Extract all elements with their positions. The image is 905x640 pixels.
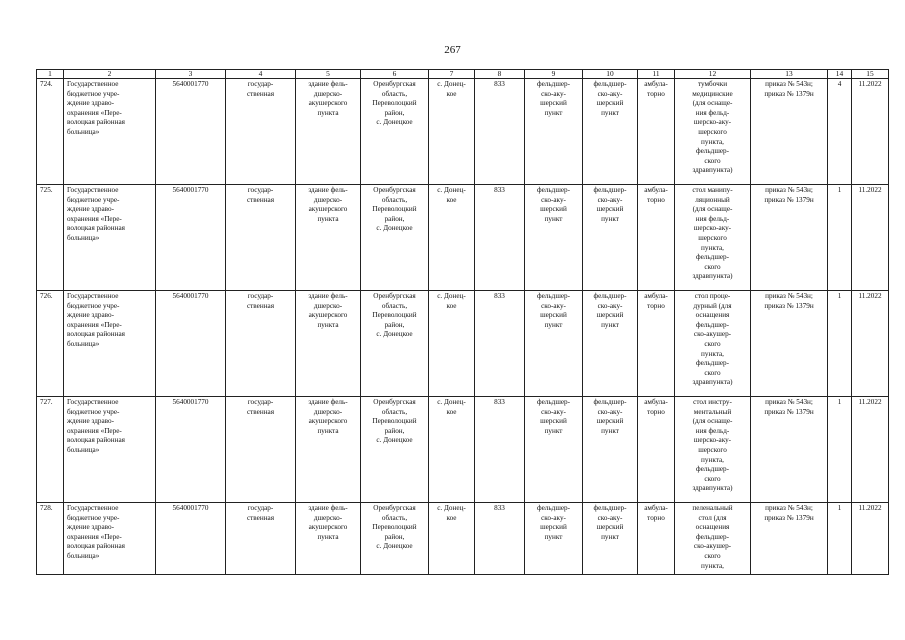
quantity: 1 — [828, 185, 852, 291]
facility-subtype: фельдшер- ско-аку- шерский пункт — [583, 291, 638, 397]
settlement: с. Донец- кое — [429, 185, 475, 291]
facility-subtype: фельдшер- ско-аку- шерский пункт — [583, 503, 638, 575]
column-number: 4 — [226, 70, 296, 79]
organization-code: 5640001770 — [156, 185, 226, 291]
organization-name: Государственное бюджетное учре- ждение здраво- охранения «Пере- волоцкая районная больница» — [64, 397, 156, 503]
facility-type: фельдшер- ско-аку- шерский пункт — [525, 79, 583, 185]
settlement-code: 833 — [475, 503, 525, 575]
care-conditions: амбула- торно — [638, 397, 675, 503]
quantity: 1 — [828, 503, 852, 575]
facility-subtype: фельдшер- ско-аку- шерский пункт — [583, 185, 638, 291]
organization-name: Государственное бюджетное учре- ждение здраво- охранения «Пере- волоцкая районная больница» — [64, 79, 156, 185]
ownership-form: государ- ственная — [226, 291, 296, 397]
column-number: 14 — [828, 70, 852, 79]
order-reference: приказ № 543н; приказ № 1379н — [751, 397, 828, 503]
delivery-date: 11.2022 — [852, 185, 889, 291]
delivery-date: 11.2022 — [852, 397, 889, 503]
row-number: 724. — [37, 79, 64, 185]
equipment-item: пеленальный стол (для оснащения фельдшер- ско-акушер- ского пункта, — [675, 503, 751, 575]
ownership-form: государ- ственная — [226, 79, 296, 185]
page-number: 267 — [444, 44, 461, 56]
column-number: 2 — [64, 70, 156, 79]
settlement-code: 833 — [475, 397, 525, 503]
settlement-code: 833 — [475, 185, 525, 291]
care-conditions: амбула- торно — [638, 79, 675, 185]
column-number: 6 — [361, 70, 429, 79]
order-reference: приказ № 543н; приказ № 1379н — [751, 291, 828, 397]
organization-name: Государственное бюджетное учре- ждение здраво- охранения «Пере- волоцкая районная больница» — [64, 291, 156, 397]
organization-code: 5640001770 — [156, 503, 226, 575]
settlement: с. Донец- кое — [429, 397, 475, 503]
settlement: с. Донец- кое — [429, 79, 475, 185]
equipment-item: стол проце- дурный (для оснащения фельдшер- ско-акушер- ского пункта, фельдшер- ского здравпункта) — [675, 291, 751, 397]
address: Оренбургская область, Переволоцкий район, с. Донецкое — [361, 397, 429, 503]
equipment-item: стол манипу- ляционный (для оснаще- ния фельд- шерско-аку- шерского пункта, фельдшер- ского здравпункта) — [675, 185, 751, 291]
building-type: здание фель- дшерско- акушерского пункта — [296, 291, 361, 397]
facility-type: фельдшер- ско-аку- шерский пункт — [525, 397, 583, 503]
address: Оренбургская область, Переволоцкий район, с. Донецкое — [361, 291, 429, 397]
organization-name: Государственное бюджетное учре- ждение здраво- охранения «Пере- волоцкая районная больница» — [64, 185, 156, 291]
care-conditions: амбула- торно — [638, 291, 675, 397]
ownership-form: государ- ственная — [226, 503, 296, 575]
table-row — [37, 291, 889, 397]
organization-code: 5640001770 — [156, 291, 226, 397]
table-row — [37, 79, 889, 185]
ownership-form: государ- ственная — [226, 185, 296, 291]
column-number: 13 — [751, 70, 828, 79]
facility-type: фельдшер- ско-аку- шерский пункт — [525, 503, 583, 575]
row-number: 728. — [37, 503, 64, 575]
order-reference: приказ № 543н; приказ № 1379н — [751, 79, 828, 185]
organization-code: 5640001770 — [156, 79, 226, 185]
address: Оренбургская область, Переволоцкий район, с. Донецкое — [361, 185, 429, 291]
column-number: 10 — [583, 70, 638, 79]
organization-name: Государственное бюджетное учре- ждение здраво- охранения «Пере- волоцкая районная больница» — [64, 503, 156, 575]
delivery-date: 11.2022 — [852, 503, 889, 575]
settlement: с. Донец- кое — [429, 291, 475, 397]
column-number: 15 — [852, 70, 889, 79]
column-number-row — [37, 70, 889, 79]
table-row — [37, 503, 889, 575]
column-number: 7 — [429, 70, 475, 79]
column-number: 1 — [37, 70, 64, 79]
delivery-date: 11.2022 — [852, 79, 889, 185]
address: Оренбургская область, Переволоцкий район, с. Донецкое — [361, 503, 429, 575]
table-row — [37, 397, 889, 503]
table-row — [37, 185, 889, 291]
building-type: здание фель- дшерско- акушерского пункта — [296, 185, 361, 291]
building-type: здание фель- дшерско- акушерского пункта — [296, 79, 361, 185]
facility-type: фельдшер- ско-аку- шерский пункт — [525, 185, 583, 291]
column-number: 5 — [296, 70, 361, 79]
equipment-item: тумбочки медицинские (для оснаще- ния фельд- шерско-аку- шерского пункта, фельдшер- ского здравпункта) — [675, 79, 751, 185]
settlement: с. Донец- кое — [429, 503, 475, 575]
building-type: здание фель- дшерско- акушерского пункта — [296, 503, 361, 575]
delivery-date: 11.2022 — [852, 291, 889, 397]
quantity: 1 — [828, 291, 852, 397]
row-number: 727. — [37, 397, 64, 503]
quantity: 4 — [828, 79, 852, 185]
column-number: 12 — [675, 70, 751, 79]
order-reference: приказ № 543н; приказ № 1379н — [751, 503, 828, 575]
column-number: 9 — [525, 70, 583, 79]
column-number: 11 — [638, 70, 675, 79]
facility-type: фельдшер- ско-аку- шерский пункт — [525, 291, 583, 397]
care-conditions: амбула- торно — [638, 503, 675, 575]
building-type: здание фель- дшерско- акушерского пункта — [296, 397, 361, 503]
registry-table — [36, 69, 889, 575]
ownership-form: государ- ственная — [226, 397, 296, 503]
settlement-code: 833 — [475, 291, 525, 397]
row-number: 725. — [37, 185, 64, 291]
facility-subtype: фельдшер- ско-аку- шерский пункт — [583, 397, 638, 503]
address: Оренбургская область, Переволоцкий район, с. Донецкое — [361, 79, 429, 185]
facility-subtype: фельдшер- ско-аку- шерский пункт — [583, 79, 638, 185]
organization-code: 5640001770 — [156, 397, 226, 503]
order-reference: приказ № 543н; приказ № 1379н — [751, 185, 828, 291]
equipment-item: стол инстру- ментальный (для оснаще- ния фельд- шерско-аку- шерского пункта, фельдшер- ского здравпункта) — [675, 397, 751, 503]
quantity: 1 — [828, 397, 852, 503]
care-conditions: амбула- торно — [638, 185, 675, 291]
column-number: 8 — [475, 70, 525, 79]
row-number: 726. — [37, 291, 64, 397]
settlement-code: 833 — [475, 79, 525, 185]
column-number: 3 — [156, 70, 226, 79]
